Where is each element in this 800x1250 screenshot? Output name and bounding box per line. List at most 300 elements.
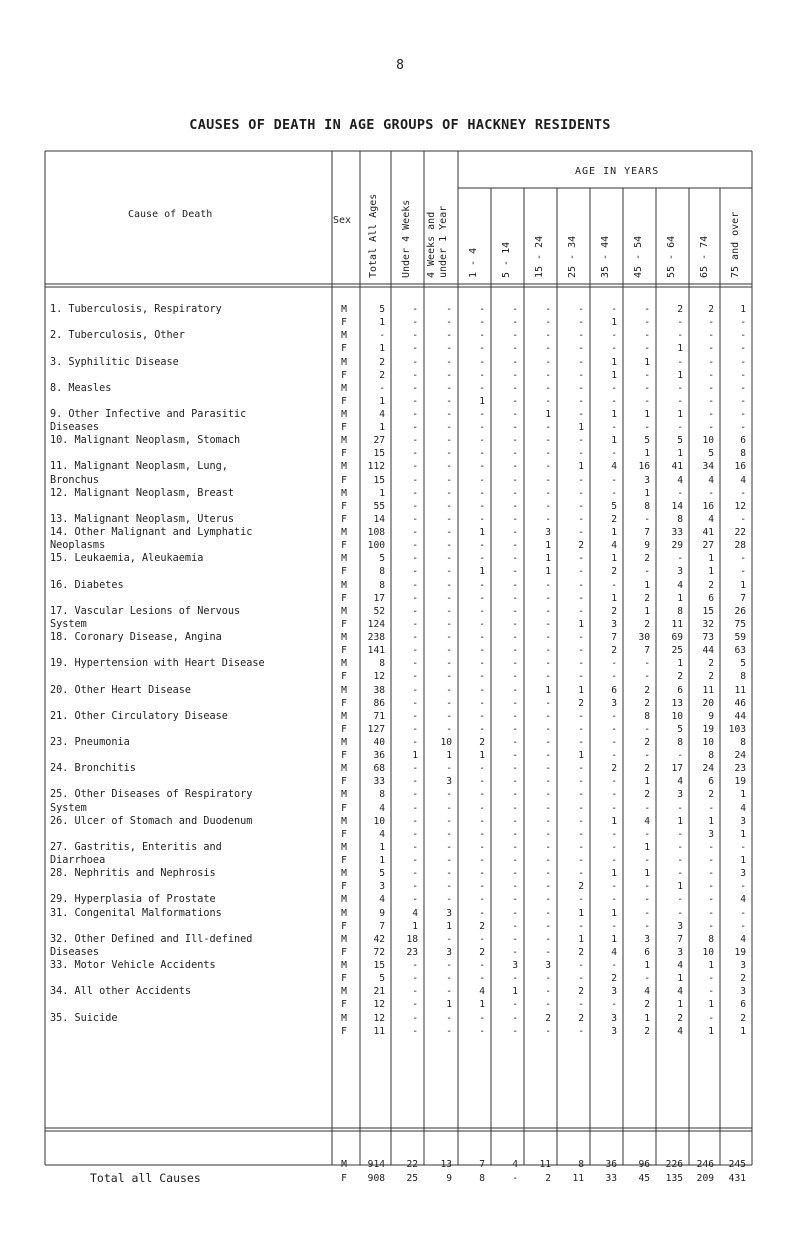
value-cell: -: [512, 566, 518, 578]
cause-label: 1. Tuberculosis, Respiratory: [50, 304, 222, 315]
value-cell: -: [479, 448, 485, 460]
value-cell: -: [412, 356, 418, 368]
value-cell: -: [512, 448, 518, 460]
value-cell: -: [446, 828, 452, 840]
value-cell: -: [479, 330, 485, 342]
value-cell: -: [412, 841, 418, 853]
value-cell: -: [708, 487, 714, 499]
value-cell: -: [512, 855, 518, 866]
value-cell: -: [512, 697, 518, 709]
sex-cell: F: [341, 1173, 347, 1184]
value-cell: -: [740, 920, 746, 932]
value-cell: 1: [644, 1012, 650, 1024]
value-cell: 3: [611, 986, 617, 998]
value-cell: -: [412, 605, 418, 617]
value-cell: 2: [479, 920, 485, 932]
value-cell: -: [512, 933, 518, 945]
value-cell: -: [446, 435, 452, 447]
value-cell: 11: [734, 684, 746, 696]
value-cell: 2: [677, 671, 683, 683]
value-cell: -: [545, 645, 551, 657]
value-cell: -: [644, 658, 650, 670]
cause-label: 12. Malignant Neoplasm, Breast: [50, 487, 235, 499]
value-cell: -: [412, 448, 418, 460]
value-cell: -: [479, 684, 485, 696]
value-cell: -: [412, 592, 418, 604]
value-cell: -: [644, 513, 650, 525]
value-cell: -: [446, 330, 452, 342]
value-cell: 6: [740, 435, 746, 447]
value-cell: -: [644, 343, 650, 355]
value-cell: 1: [578, 750, 584, 762]
value-cell: -: [479, 409, 485, 420]
value-cell: -: [578, 841, 584, 853]
cause-label: 32. Other Defined and Ill-defined: [50, 933, 253, 945]
value-cell: 1: [677, 369, 683, 381]
value-cell: -: [446, 553, 452, 565]
value-cell: -: [446, 356, 452, 368]
value-cell: -: [479, 1025, 485, 1037]
value-cell: 1: [644, 356, 650, 368]
value-cell: 1: [611, 435, 617, 447]
value-cell: -: [479, 723, 485, 735]
sex-cell: F: [341, 855, 347, 866]
value-cell: -: [578, 763, 584, 775]
sex-cell: F: [341, 317, 347, 329]
value-cell: -: [644, 920, 650, 932]
value-cell: -: [479, 894, 485, 906]
value-cell: -: [545, 592, 551, 604]
value-cell: 21: [373, 986, 385, 998]
value-cell: 7: [611, 632, 617, 643]
value-cell: 2: [740, 973, 746, 985]
value-cell: -: [512, 868, 518, 880]
value-cell: -: [611, 487, 617, 499]
value-cell: -: [446, 960, 452, 971]
sex-cell: M: [341, 553, 347, 565]
value-cell: -: [708, 343, 714, 355]
value-cell: -: [644, 907, 650, 919]
value-cell: 2: [545, 1173, 551, 1184]
value-cell: -: [479, 369, 485, 381]
value-cell: -: [677, 422, 683, 434]
value-cell: -: [545, 737, 551, 748]
value-cell: 63: [734, 645, 746, 657]
value-cell: 38: [373, 684, 385, 696]
value-cell: -: [545, 697, 551, 709]
value-cell: -: [512, 881, 518, 893]
value-cell: -: [545, 422, 551, 434]
value-cell: 1: [379, 343, 385, 355]
value-cell: -: [644, 750, 650, 762]
value-cell: -: [545, 343, 551, 355]
value-cell: 6: [740, 999, 746, 1011]
value-cell: 8: [708, 933, 714, 945]
value-cell: 4: [740, 894, 746, 906]
cause-label: 24. Bronchitis: [50, 763, 136, 775]
value-cell: 1: [708, 999, 714, 1011]
sex-cell: F: [341, 513, 347, 525]
value-cell: -: [708, 894, 714, 906]
value-cell: 1: [740, 1025, 746, 1037]
sex-cell: F: [341, 500, 347, 512]
value-cell: 45: [638, 1173, 650, 1184]
value-cell: 1: [545, 566, 551, 578]
value-cell: 23: [734, 763, 746, 775]
value-cell: 2: [611, 973, 617, 985]
value-cell: 1: [677, 881, 683, 893]
value-cell: -: [545, 395, 551, 407]
value-cell: 1: [740, 789, 746, 801]
value-cell: -: [677, 395, 683, 407]
value-cell: 431: [728, 1173, 746, 1184]
value-cell: -: [677, 907, 683, 919]
value-cell: -: [545, 855, 551, 866]
value-cell: 8: [644, 500, 650, 512]
column-header: 75 and over: [730, 211, 741, 278]
value-cell: 4: [740, 933, 746, 945]
value-cell: -: [545, 973, 551, 985]
sex-cell: M: [341, 710, 347, 722]
value-cell: -: [578, 710, 584, 722]
value-cell: 8: [740, 737, 746, 748]
value-cell: -: [611, 422, 617, 434]
value-cell: -: [545, 789, 551, 801]
sex-cell: M: [341, 960, 347, 971]
value-cell: 3: [611, 618, 617, 630]
value-cell: -: [677, 855, 683, 866]
value-cell: 40: [373, 737, 385, 748]
value-cell: 12: [373, 671, 385, 683]
value-cell: 27: [373, 435, 385, 447]
value-cell: -: [412, 789, 418, 801]
value-cell: -: [512, 658, 518, 670]
value-cell: -: [446, 592, 452, 604]
value-cell: -: [412, 710, 418, 722]
value-cell: 2: [545, 1012, 551, 1024]
sex-cell: M: [341, 789, 347, 801]
value-cell: 5: [379, 553, 385, 565]
column-header: 25 - 34: [567, 235, 578, 278]
sex-cell: M: [341, 579, 347, 591]
value-cell: 9: [446, 1173, 452, 1184]
cause-label: 8. Measles: [50, 382, 112, 394]
cause-label: 34. All other Accidents: [50, 986, 192, 998]
value-cell: 52: [373, 605, 385, 617]
value-cell: -: [412, 566, 418, 578]
value-cell: -: [644, 566, 650, 578]
value-cell: -: [512, 776, 518, 788]
value-cell: -: [644, 382, 650, 394]
value-cell: -: [412, 461, 418, 473]
value-cell: -: [512, 946, 518, 958]
value-cell: -: [644, 304, 650, 315]
value-cell: 2: [644, 763, 650, 775]
sex-cell: F: [341, 723, 347, 735]
value-cell: 2: [578, 986, 584, 998]
value-cell: -: [512, 422, 518, 434]
value-cell: 9: [708, 710, 714, 722]
sex-cell: M: [341, 894, 347, 906]
value-cell: -: [578, 605, 584, 617]
value-cell: -: [512, 999, 518, 1011]
value-cell: 8: [379, 658, 385, 670]
value-cell: -: [578, 894, 584, 906]
value-cell: 1: [708, 1025, 714, 1037]
value-cell: -: [446, 540, 452, 552]
value-cell: 3: [446, 776, 452, 788]
sex-cell: F: [341, 946, 347, 958]
value-cell: 2: [479, 946, 485, 958]
value-cell: 5: [708, 448, 714, 460]
value-cell: -: [578, 527, 584, 538]
value-cell: 1: [677, 658, 683, 670]
value-cell: 12: [373, 999, 385, 1011]
value-cell: -: [446, 815, 452, 827]
value-cell: -: [677, 750, 683, 762]
value-cell: -: [708, 802, 714, 814]
value-cell: 10: [702, 737, 714, 748]
value-cell: -: [708, 881, 714, 893]
value-cell: 44: [734, 710, 746, 722]
sex-cell: F: [341, 828, 347, 840]
value-cell: -: [611, 382, 617, 394]
value-cell: 3: [545, 960, 551, 971]
value-cell: 33: [671, 527, 683, 538]
cause-label: 13. Malignant Neoplasm, Uterus: [50, 513, 235, 525]
column-header: 35 - 44: [600, 235, 611, 278]
value-cell: -: [512, 737, 518, 748]
value-cell: -: [677, 487, 683, 499]
value-cell: -: [611, 802, 617, 814]
value-cell: -: [644, 894, 650, 906]
value-cell: -: [578, 343, 584, 355]
value-cell: -: [545, 933, 551, 945]
value-cell: -: [611, 710, 617, 722]
value-cell: 8: [379, 579, 385, 591]
value-cell: -: [512, 815, 518, 827]
value-cell: 1: [644, 605, 650, 617]
value-cell: -: [611, 999, 617, 1011]
value-cell: -: [512, 461, 518, 473]
sex-cell: F: [341, 395, 347, 407]
value-cell: 1: [379, 487, 385, 499]
value-cell: -: [545, 868, 551, 880]
value-cell: -: [412, 382, 418, 394]
value-cell: 2: [379, 369, 385, 381]
value-cell: -: [412, 658, 418, 670]
value-cell: 86: [373, 697, 385, 709]
page-title: CAUSES OF DEATH IN AGE GROUPS OF HACKNEY RESIDENTS: [189, 117, 611, 133]
cause-label: Bronchus: [50, 474, 100, 486]
value-cell: 72: [373, 946, 385, 958]
value-cell: -: [740, 395, 746, 407]
cause-label: Neoplasms: [50, 540, 106, 552]
value-cell: -: [479, 382, 485, 394]
sex-cell: M: [341, 658, 347, 670]
value-cell: -: [446, 933, 452, 945]
column-header: 65 - 74: [699, 235, 710, 278]
value-cell: -: [545, 907, 551, 919]
value-cell: -: [512, 540, 518, 552]
value-cell: -: [740, 382, 746, 394]
sex-cell: M: [341, 330, 347, 342]
value-cell: -: [512, 710, 518, 722]
value-cell: -: [545, 841, 551, 853]
value-cell: 10: [702, 946, 714, 958]
value-cell: 2: [611, 566, 617, 578]
value-cell: -: [740, 553, 746, 565]
value-cell: 1: [611, 527, 617, 538]
value-cell: -: [644, 973, 650, 985]
value-cell: -: [412, 986, 418, 998]
value-cell: 2: [644, 684, 650, 696]
value-cell: 1: [740, 855, 746, 866]
cause-label: 33. Motor Vehicle Accidents: [50, 960, 216, 971]
value-cell: -: [708, 986, 714, 998]
value-cell: -: [578, 474, 584, 486]
value-cell: -: [512, 1025, 518, 1037]
value-cell: 6: [708, 592, 714, 604]
value-cell: -: [578, 330, 584, 342]
cause-label: 15. Leukaemia, Aleukaemia: [50, 553, 204, 565]
sex-cell: M: [341, 986, 347, 998]
value-cell: -: [611, 960, 617, 971]
value-cell: -: [512, 841, 518, 853]
value-cell: -: [446, 474, 452, 486]
value-cell: -: [740, 317, 746, 329]
value-cell: 1: [644, 841, 650, 853]
value-cell: 1: [611, 369, 617, 381]
value-cell: -: [446, 513, 452, 525]
value-cell: -: [512, 343, 518, 355]
value-cell: 8: [644, 710, 650, 722]
sex-cell: M: [341, 841, 347, 853]
value-cell: -: [644, 723, 650, 735]
value-cell: -: [611, 723, 617, 735]
value-cell: -: [512, 304, 518, 315]
value-cell: -: [512, 973, 518, 985]
value-cell: 127: [367, 723, 385, 735]
value-cell: 4: [644, 815, 650, 827]
value-cell: -: [545, 304, 551, 315]
value-cell: -: [677, 382, 683, 394]
value-cell: -: [512, 894, 518, 906]
value-cell: -: [545, 618, 551, 630]
sex-cell: M: [341, 382, 347, 394]
value-cell: -: [446, 422, 452, 434]
value-cell: -: [545, 710, 551, 722]
value-cell: 3: [677, 920, 683, 932]
value-cell: 1: [379, 317, 385, 329]
value-cell: -: [545, 986, 551, 998]
value-cell: 1: [379, 395, 385, 407]
value-cell: -: [479, 973, 485, 985]
value-cell: -: [479, 789, 485, 801]
value-cell: -: [479, 553, 485, 565]
value-cell: 9: [379, 907, 385, 919]
value-cell: -: [512, 802, 518, 814]
value-cell: 7: [379, 920, 385, 932]
value-cell: -: [446, 409, 452, 420]
value-cell: 8: [677, 737, 683, 748]
value-cell: -: [412, 802, 418, 814]
value-cell: 8: [677, 605, 683, 617]
value-cell: -: [644, 369, 650, 381]
value-cell: 3: [379, 881, 385, 893]
value-cell: -: [611, 448, 617, 460]
value-cell: 4: [611, 946, 617, 958]
value-cell: 1: [611, 868, 617, 880]
value-cell: -: [578, 395, 584, 407]
value-cell: -: [578, 566, 584, 578]
value-cell: -: [446, 802, 452, 814]
value-cell: -: [545, 999, 551, 1011]
value-cell: 3: [740, 868, 746, 880]
value-cell: -: [512, 369, 518, 381]
total-label: Total all Causes: [90, 1171, 201, 1185]
value-cell: 4: [379, 894, 385, 906]
value-cell: -: [479, 513, 485, 525]
value-cell: -: [545, 513, 551, 525]
value-cell: -: [412, 369, 418, 381]
value-cell: -: [708, 1012, 714, 1024]
value-cell: -: [512, 513, 518, 525]
sex-cell: F: [341, 540, 347, 552]
sex-cell: M: [341, 356, 347, 368]
value-cell: 17: [373, 592, 385, 604]
sex-cell: F: [341, 618, 347, 630]
value-cell: -: [611, 474, 617, 486]
value-cell: 1: [479, 566, 485, 578]
value-cell: -: [412, 999, 418, 1011]
value-cell: -: [412, 763, 418, 775]
value-cell: 22: [406, 1159, 418, 1170]
value-cell: 3: [740, 960, 746, 971]
value-cell: 1: [479, 999, 485, 1011]
value-cell: 2: [708, 579, 714, 591]
value-cell: 96: [638, 1159, 650, 1170]
value-cell: -: [412, 1012, 418, 1024]
value-cell: -: [479, 474, 485, 486]
value-cell: -: [446, 382, 452, 394]
value-cell: -: [412, 343, 418, 355]
cause-label: 10. Malignant Neoplasm, Stomach: [50, 435, 241, 447]
value-cell: -: [446, 894, 452, 906]
cause-label: 18. Coronary Disease, Angina: [50, 632, 222, 643]
value-cell: -: [578, 1025, 584, 1037]
value-cell: -: [578, 868, 584, 880]
value-cell: 1: [611, 592, 617, 604]
value-cell: 16: [702, 500, 714, 512]
column-header: 45 - 54: [633, 235, 644, 278]
value-cell: -: [479, 815, 485, 827]
value-cell: 36: [373, 750, 385, 762]
value-cell: -: [479, 933, 485, 945]
value-cell: -: [708, 973, 714, 985]
value-cell: -: [708, 868, 714, 880]
value-cell: 46: [734, 697, 746, 709]
sex-cell: M: [341, 632, 347, 643]
value-cell: -: [740, 907, 746, 919]
value-cell: 8: [708, 750, 714, 762]
cause-label: 26. Ulcer of Stomach and Duodenum: [50, 815, 253, 827]
value-cell: -: [578, 435, 584, 447]
value-cell: -: [611, 920, 617, 932]
column-header: under 1 Year: [438, 205, 449, 278]
value-cell: 29: [671, 540, 683, 552]
value-cell: -: [479, 579, 485, 591]
